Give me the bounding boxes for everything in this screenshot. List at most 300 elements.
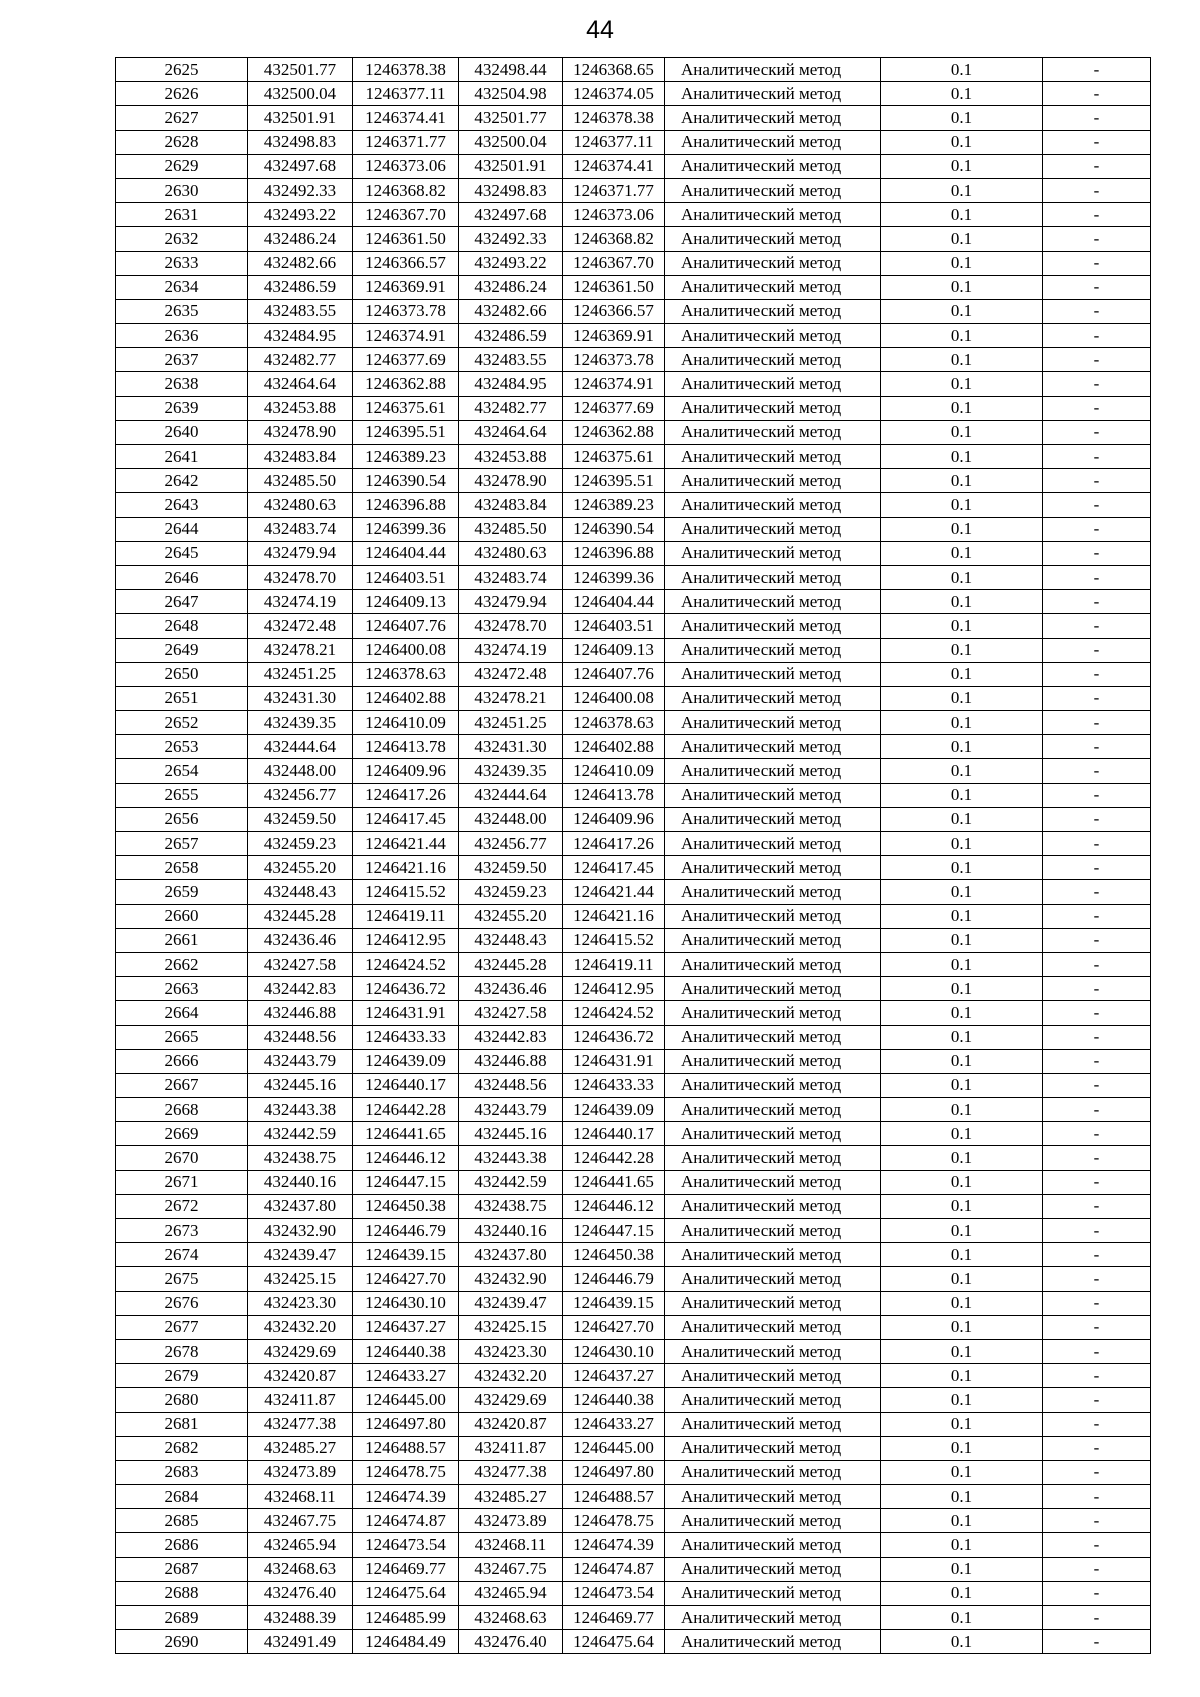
note-cell: -: [1043, 686, 1151, 710]
accuracy-cell: 0.1: [881, 711, 1043, 735]
note-cell: -: [1043, 1267, 1151, 1291]
prev-y-coordinate-cell: 1246440.17: [563, 1122, 665, 1146]
prev-y-coordinate-cell: 1246399.36: [563, 565, 665, 589]
y-coordinate-cell: 1246399.36: [353, 517, 459, 541]
method-cell: Аналитический метод: [665, 832, 881, 856]
x-coordinate-cell: 432448.00: [248, 759, 353, 783]
table-row: [116, 493, 1151, 517]
table-row: [116, 517, 1151, 541]
y-coordinate-cell: 1246378.38: [353, 58, 459, 82]
accuracy-cell: 0.1: [881, 735, 1043, 759]
table-row: [116, 807, 1151, 831]
table-row: [116, 1509, 1151, 1533]
point-number-cell: 2628: [116, 130, 248, 154]
y-coordinate-cell: 1246378.63: [353, 662, 459, 686]
point-number-cell: 2686: [116, 1533, 248, 1557]
prev-y-coordinate-cell: 1246395.51: [563, 469, 665, 493]
y-coordinate-cell: 1246478.75: [353, 1460, 459, 1484]
note-cell: -: [1043, 493, 1151, 517]
accuracy-cell: 0.1: [881, 493, 1043, 517]
point-number-cell: 2636: [116, 324, 248, 348]
y-coordinate-cell: 1246396.88: [353, 493, 459, 517]
table-row: [116, 856, 1151, 880]
y-coordinate-cell: 1246439.15: [353, 1243, 459, 1267]
coordinates-table: [115, 57, 1151, 1654]
prev-y-coordinate-cell: 1246377.11: [563, 130, 665, 154]
method-cell: Аналитический метод: [665, 348, 881, 372]
method-cell: Аналитический метод: [665, 1170, 881, 1194]
x-coordinate-cell: 432478.70: [248, 565, 353, 589]
table-row: [116, 904, 1151, 928]
point-number-cell: 2681: [116, 1412, 248, 1436]
note-cell: -: [1043, 1049, 1151, 1073]
table-row: [116, 1291, 1151, 1315]
point-number-cell: 2682: [116, 1436, 248, 1460]
prev-x-coordinate-cell: 432448.56: [459, 1073, 563, 1097]
point-number-cell: 2669: [116, 1122, 248, 1146]
note-cell: -: [1043, 1315, 1151, 1339]
y-coordinate-cell: 1246361.50: [353, 227, 459, 251]
table-row: [116, 420, 1151, 444]
point-number-cell: 2630: [116, 178, 248, 202]
note-cell: -: [1043, 1460, 1151, 1484]
y-coordinate-cell: 1246409.13: [353, 590, 459, 614]
accuracy-cell: 0.1: [881, 251, 1043, 275]
note-cell: -: [1043, 1388, 1151, 1412]
table-row: [116, 299, 1151, 323]
x-coordinate-cell: 432455.20: [248, 856, 353, 880]
prev-x-coordinate-cell: 432492.33: [459, 227, 563, 251]
prev-y-coordinate-cell: 1246473.54: [563, 1581, 665, 1605]
method-cell: Аналитический метод: [665, 1267, 881, 1291]
table-row: [116, 1460, 1151, 1484]
prev-y-coordinate-cell: 1246421.16: [563, 904, 665, 928]
y-coordinate-cell: 1246407.76: [353, 614, 459, 638]
note-cell: -: [1043, 445, 1151, 469]
prev-y-coordinate-cell: 1246417.45: [563, 856, 665, 880]
x-coordinate-cell: 432474.19: [248, 590, 353, 614]
table-row: [116, 154, 1151, 178]
table-row: [116, 1315, 1151, 1339]
accuracy-cell: 0.1: [881, 638, 1043, 662]
y-coordinate-cell: 1246446.12: [353, 1146, 459, 1170]
accuracy-cell: 0.1: [881, 1291, 1043, 1315]
point-number-cell: 2650: [116, 662, 248, 686]
method-cell: Аналитический метод: [665, 1315, 881, 1339]
point-number-cell: 2644: [116, 517, 248, 541]
point-number-cell: 2670: [116, 1146, 248, 1170]
prev-x-coordinate-cell: 432459.23: [459, 880, 563, 904]
x-coordinate-cell: 432432.90: [248, 1219, 353, 1243]
point-number-cell: 2667: [116, 1073, 248, 1097]
method-cell: Аналитический метод: [665, 977, 881, 1001]
prev-x-coordinate-cell: 432498.44: [459, 58, 563, 82]
accuracy-cell: 0.1: [881, 928, 1043, 952]
x-coordinate-cell: 432427.58: [248, 952, 353, 976]
method-cell: Аналитический метод: [665, 1098, 881, 1122]
method-cell: Аналитический метод: [665, 469, 881, 493]
accuracy-cell: 0.1: [881, 977, 1043, 1001]
note-cell: -: [1043, 735, 1151, 759]
note-cell: -: [1043, 952, 1151, 976]
accuracy-cell: 0.1: [881, 517, 1043, 541]
accuracy-cell: 0.1: [881, 783, 1043, 807]
note-cell: -: [1043, 420, 1151, 444]
point-number-cell: 2671: [116, 1170, 248, 1194]
x-coordinate-cell: 432438.75: [248, 1146, 353, 1170]
accuracy-cell: 0.1: [881, 348, 1043, 372]
table-row: [116, 1364, 1151, 1388]
y-coordinate-cell: 1246421.44: [353, 832, 459, 856]
method-cell: Аналитический метод: [665, 590, 881, 614]
note-cell: -: [1043, 1412, 1151, 1436]
y-coordinate-cell: 1246488.57: [353, 1436, 459, 1460]
x-coordinate-cell: 432453.88: [248, 396, 353, 420]
x-coordinate-cell: 432476.40: [248, 1581, 353, 1605]
x-coordinate-cell: 432482.66: [248, 251, 353, 275]
point-number-cell: 2640: [116, 420, 248, 444]
accuracy-cell: 0.1: [881, 1098, 1043, 1122]
y-coordinate-cell: 1246433.27: [353, 1364, 459, 1388]
y-coordinate-cell: 1246395.51: [353, 420, 459, 444]
point-number-cell: 2673: [116, 1219, 248, 1243]
table-row: [116, 614, 1151, 638]
y-coordinate-cell: 1246469.77: [353, 1557, 459, 1581]
note-cell: -: [1043, 1146, 1151, 1170]
accuracy-cell: 0.1: [881, 1460, 1043, 1484]
table-row: [116, 590, 1151, 614]
point-number-cell: 2641: [116, 445, 248, 469]
prev-y-coordinate-cell: 1246417.26: [563, 832, 665, 856]
method-cell: Аналитический метод: [665, 203, 881, 227]
x-coordinate-cell: 432439.47: [248, 1243, 353, 1267]
x-coordinate-cell: 432483.84: [248, 445, 353, 469]
note-cell: -: [1043, 1533, 1151, 1557]
accuracy-cell: 0.1: [881, 106, 1043, 130]
y-coordinate-cell: 1246412.95: [353, 928, 459, 952]
prev-y-coordinate-cell: 1246497.80: [563, 1460, 665, 1484]
prev-x-coordinate-cell: 432411.87: [459, 1436, 563, 1460]
table-row: [116, 1098, 1151, 1122]
point-number-cell: 2629: [116, 154, 248, 178]
note-cell: -: [1043, 178, 1151, 202]
method-cell: Аналитический метод: [665, 807, 881, 831]
accuracy-cell: 0.1: [881, 686, 1043, 710]
x-coordinate-cell: 432443.79: [248, 1049, 353, 1073]
point-number-cell: 2632: [116, 227, 248, 251]
method-cell: Аналитический метод: [665, 856, 881, 880]
note-cell: -: [1043, 904, 1151, 928]
method-cell: Аналитический метод: [665, 1485, 881, 1509]
y-coordinate-cell: 1246404.44: [353, 541, 459, 565]
prev-y-coordinate-cell: 1246415.52: [563, 928, 665, 952]
x-coordinate-cell: 432451.25: [248, 662, 353, 686]
prev-y-coordinate-cell: 1246419.11: [563, 952, 665, 976]
accuracy-cell: 0.1: [881, 299, 1043, 323]
method-cell: Аналитический метод: [665, 1073, 881, 1097]
x-coordinate-cell: 432478.21: [248, 638, 353, 662]
x-coordinate-cell: 432448.56: [248, 1025, 353, 1049]
point-number-cell: 2652: [116, 711, 248, 735]
prev-y-coordinate-cell: 1246430.10: [563, 1339, 665, 1363]
prev-x-coordinate-cell: 432451.25: [459, 711, 563, 735]
prev-x-coordinate-cell: 432486.59: [459, 324, 563, 348]
method-cell: Аналитический метод: [665, 275, 881, 299]
table-row: [116, 1557, 1151, 1581]
prev-y-coordinate-cell: 1246368.82: [563, 227, 665, 251]
y-coordinate-cell: 1246373.78: [353, 299, 459, 323]
x-coordinate-cell: 432436.46: [248, 928, 353, 952]
table-row: [116, 952, 1151, 976]
note-cell: -: [1043, 203, 1151, 227]
y-coordinate-cell: 1246440.17: [353, 1073, 459, 1097]
point-number-cell: 2647: [116, 590, 248, 614]
y-coordinate-cell: 1246367.70: [353, 203, 459, 227]
prev-y-coordinate-cell: 1246412.95: [563, 977, 665, 1001]
note-cell: -: [1043, 469, 1151, 493]
prev-x-coordinate-cell: 432456.77: [459, 832, 563, 856]
note-cell: -: [1043, 590, 1151, 614]
prev-x-coordinate-cell: 432480.63: [459, 541, 563, 565]
point-number-cell: 2646: [116, 565, 248, 589]
prev-y-coordinate-cell: 1246407.76: [563, 662, 665, 686]
method-cell: Аналитический метод: [665, 735, 881, 759]
note-cell: -: [1043, 1073, 1151, 1097]
accuracy-cell: 0.1: [881, 178, 1043, 202]
point-number-cell: 2685: [116, 1509, 248, 1533]
table-row: [116, 1194, 1151, 1218]
table-row: [116, 565, 1151, 589]
point-number-cell: 2680: [116, 1388, 248, 1412]
note-cell: -: [1043, 130, 1151, 154]
note-cell: -: [1043, 1436, 1151, 1460]
accuracy-cell: 0.1: [881, 1001, 1043, 1025]
point-number-cell: 2633: [116, 251, 248, 275]
accuracy-cell: 0.1: [881, 590, 1043, 614]
point-number-cell: 2642: [116, 469, 248, 493]
note-cell: -: [1043, 154, 1151, 178]
point-number-cell: 2625: [116, 58, 248, 82]
note-cell: -: [1043, 1581, 1151, 1605]
y-coordinate-cell: 1246437.27: [353, 1315, 459, 1339]
prev-x-coordinate-cell: 432493.22: [459, 251, 563, 275]
method-cell: Аналитический метод: [665, 541, 881, 565]
y-coordinate-cell: 1246450.38: [353, 1194, 459, 1218]
prev-x-coordinate-cell: 432472.48: [459, 662, 563, 686]
x-coordinate-cell: 432493.22: [248, 203, 353, 227]
prev-y-coordinate-cell: 1246369.91: [563, 324, 665, 348]
accuracy-cell: 0.1: [881, 1436, 1043, 1460]
accuracy-cell: 0.1: [881, 58, 1043, 82]
table-row: [116, 1073, 1151, 1097]
point-number-cell: 2649: [116, 638, 248, 662]
prev-x-coordinate-cell: 432440.16: [459, 1219, 563, 1243]
point-number-cell: 2662: [116, 952, 248, 976]
prev-x-coordinate-cell: 432465.94: [459, 1581, 563, 1605]
x-coordinate-cell: 432459.23: [248, 832, 353, 856]
method-cell: Аналитический метод: [665, 904, 881, 928]
y-coordinate-cell: 1246417.45: [353, 807, 459, 831]
prev-y-coordinate-cell: 1246361.50: [563, 275, 665, 299]
prev-x-coordinate-cell: 432446.88: [459, 1049, 563, 1073]
x-coordinate-cell: 432467.75: [248, 1509, 353, 1533]
table-row: [116, 541, 1151, 565]
note-cell: -: [1043, 565, 1151, 589]
x-coordinate-cell: 432442.83: [248, 977, 353, 1001]
table-row: [116, 445, 1151, 469]
note-cell: -: [1043, 1170, 1151, 1194]
x-coordinate-cell: 432411.87: [248, 1388, 353, 1412]
y-coordinate-cell: 1246436.72: [353, 977, 459, 1001]
accuracy-cell: 0.1: [881, 1219, 1043, 1243]
prev-x-coordinate-cell: 432443.38: [459, 1146, 563, 1170]
point-number-cell: 2668: [116, 1098, 248, 1122]
prev-x-coordinate-cell: 432453.88: [459, 445, 563, 469]
y-coordinate-cell: 1246474.39: [353, 1485, 459, 1509]
table-row: [116, 178, 1151, 202]
x-coordinate-cell: 432483.55: [248, 299, 353, 323]
table-row: [116, 832, 1151, 856]
note-cell: -: [1043, 1291, 1151, 1315]
accuracy-cell: 0.1: [881, 154, 1043, 178]
y-coordinate-cell: 1246441.65: [353, 1122, 459, 1146]
y-coordinate-cell: 1246447.15: [353, 1170, 459, 1194]
method-cell: Аналитический метод: [665, 227, 881, 251]
method-cell: Аналитический метод: [665, 1606, 881, 1630]
note-cell: -: [1043, 977, 1151, 1001]
point-number-cell: 2655: [116, 783, 248, 807]
method-cell: Аналитический метод: [665, 638, 881, 662]
accuracy-cell: 0.1: [881, 856, 1043, 880]
table-row: [116, 1485, 1151, 1509]
method-cell: Аналитический метод: [665, 82, 881, 106]
point-number-cell: 2660: [116, 904, 248, 928]
prev-y-coordinate-cell: 1246445.00: [563, 1436, 665, 1460]
table-row: [116, 1412, 1151, 1436]
y-coordinate-cell: 1246410.09: [353, 711, 459, 735]
note-cell: -: [1043, 1485, 1151, 1509]
prev-x-coordinate-cell: 432473.89: [459, 1509, 563, 1533]
prev-y-coordinate-cell: 1246373.06: [563, 203, 665, 227]
y-coordinate-cell: 1246389.23: [353, 445, 459, 469]
y-coordinate-cell: 1246446.79: [353, 1219, 459, 1243]
table-row: [116, 1388, 1151, 1412]
method-cell: Аналитический метод: [665, 396, 881, 420]
x-coordinate-cell: 432472.48: [248, 614, 353, 638]
note-cell: -: [1043, 1339, 1151, 1363]
y-coordinate-cell: 1246475.64: [353, 1581, 459, 1605]
x-coordinate-cell: 432468.11: [248, 1485, 353, 1509]
method-cell: Аналитический метод: [665, 1364, 881, 1388]
method-cell: Аналитический метод: [665, 251, 881, 275]
prev-y-coordinate-cell: 1246371.77: [563, 178, 665, 202]
accuracy-cell: 0.1: [881, 445, 1043, 469]
accuracy-cell: 0.1: [881, 614, 1043, 638]
prev-x-coordinate-cell: 432432.20: [459, 1364, 563, 1388]
point-number-cell: 2635: [116, 299, 248, 323]
point-number-cell: 2651: [116, 686, 248, 710]
method-cell: Аналитический метод: [665, 1122, 881, 1146]
y-coordinate-cell: 1246400.08: [353, 638, 459, 662]
prev-x-coordinate-cell: 432464.64: [459, 420, 563, 444]
prev-x-coordinate-cell: 432498.83: [459, 178, 563, 202]
method-cell: Аналитический метод: [665, 1460, 881, 1484]
note-cell: -: [1043, 1509, 1151, 1533]
table-row: [116, 372, 1151, 396]
x-coordinate-cell: 432456.77: [248, 783, 353, 807]
x-coordinate-cell: 432431.30: [248, 686, 353, 710]
prev-y-coordinate-cell: 1246450.38: [563, 1243, 665, 1267]
prev-y-coordinate-cell: 1246488.57: [563, 1485, 665, 1509]
method-cell: Аналитический метод: [665, 1219, 881, 1243]
x-coordinate-cell: 432459.50: [248, 807, 353, 831]
prev-y-coordinate-cell: 1246431.91: [563, 1049, 665, 1073]
table-row: [116, 203, 1151, 227]
y-coordinate-cell: 1246445.00: [353, 1388, 459, 1412]
prev-y-coordinate-cell: 1246390.54: [563, 517, 665, 541]
prev-x-coordinate-cell: 432477.38: [459, 1460, 563, 1484]
accuracy-cell: 0.1: [881, 324, 1043, 348]
prev-y-coordinate-cell: 1246474.39: [563, 1533, 665, 1557]
x-coordinate-cell: 432498.83: [248, 130, 353, 154]
x-coordinate-cell: 432485.50: [248, 469, 353, 493]
accuracy-cell: 0.1: [881, 82, 1043, 106]
prev-x-coordinate-cell: 432482.66: [459, 299, 563, 323]
point-number-cell: 2631: [116, 203, 248, 227]
x-coordinate-cell: 432420.87: [248, 1364, 353, 1388]
method-cell: Аналитический метод: [665, 1146, 881, 1170]
method-cell: Аналитический метод: [665, 1509, 881, 1533]
note-cell: -: [1043, 1219, 1151, 1243]
accuracy-cell: 0.1: [881, 372, 1043, 396]
prev-x-coordinate-cell: 432427.58: [459, 1001, 563, 1025]
y-coordinate-cell: 1246377.11: [353, 82, 459, 106]
prev-x-coordinate-cell: 432478.90: [459, 469, 563, 493]
table-row: [116, 275, 1151, 299]
note-cell: -: [1043, 517, 1151, 541]
note-cell: -: [1043, 372, 1151, 396]
table-row: [116, 759, 1151, 783]
point-number-cell: 2665: [116, 1025, 248, 1049]
prev-y-coordinate-cell: 1246400.08: [563, 686, 665, 710]
table-row: [116, 1243, 1151, 1267]
x-coordinate-cell: 432477.38: [248, 1412, 353, 1436]
x-coordinate-cell: 432482.77: [248, 348, 353, 372]
prev-x-coordinate-cell: 432479.94: [459, 590, 563, 614]
x-coordinate-cell: 432444.64: [248, 735, 353, 759]
point-number-cell: 2658: [116, 856, 248, 880]
accuracy-cell: 0.1: [881, 1122, 1043, 1146]
prev-x-coordinate-cell: 432438.75: [459, 1194, 563, 1218]
method-cell: Аналитический метод: [665, 952, 881, 976]
method-cell: Аналитический метод: [665, 783, 881, 807]
prev-y-coordinate-cell: 1246368.65: [563, 58, 665, 82]
y-coordinate-cell: 1246424.52: [353, 952, 459, 976]
x-coordinate-cell: 432440.16: [248, 1170, 353, 1194]
x-coordinate-cell: 432501.91: [248, 106, 353, 130]
y-coordinate-cell: 1246473.54: [353, 1533, 459, 1557]
accuracy-cell: 0.1: [881, 1243, 1043, 1267]
note-cell: -: [1043, 1557, 1151, 1581]
table-row: [116, 1219, 1151, 1243]
accuracy-cell: 0.1: [881, 1049, 1043, 1073]
x-coordinate-cell: 432501.77: [248, 58, 353, 82]
prev-x-coordinate-cell: 432432.90: [459, 1267, 563, 1291]
accuracy-cell: 0.1: [881, 227, 1043, 251]
prev-x-coordinate-cell: 432500.04: [459, 130, 563, 154]
method-cell: Аналитический метод: [665, 1194, 881, 1218]
prev-y-coordinate-cell: 1246437.27: [563, 1364, 665, 1388]
